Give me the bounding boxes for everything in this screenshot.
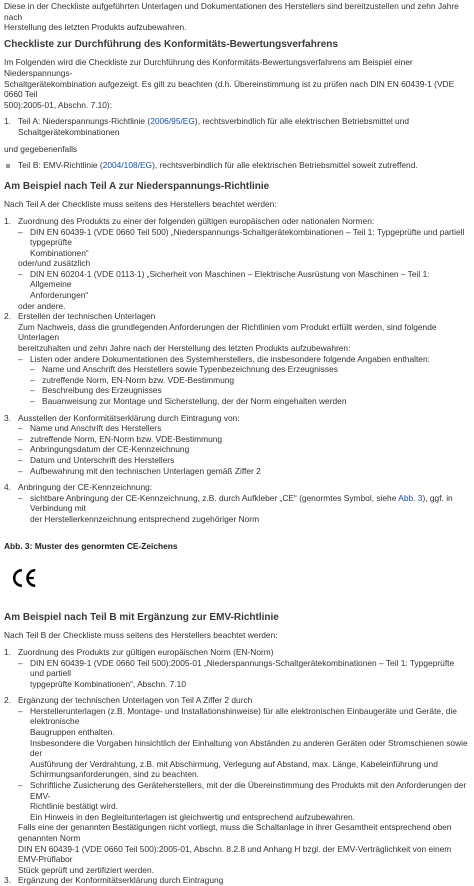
list-item: – zutreffende Norm, EN-Norm bzw. VDE-Bestimmung	[30, 374, 235, 385]
part-b-manufacturer-docs: – Herstellerunterlagen (z.B. Montage- und Installationshinweise) für alle elektronischen Einbaugeräte und Geräte, die elektronische	[18, 705, 457, 727]
part-b-step-1: 1. Zuordnung des Produkts zur gültigen europäischen Norm (EN-Norm)	[4, 646, 274, 657]
checklist-item-1: 1. Teil A: Niederspannungs-Richtlinie (2006/95/EG), rechtsverbindlich für alle elektrischen Betriebsmittel und Schaltgerätekombinationen	[4, 116, 410, 137]
part-a-lead: Nach Teil A der Checkliste muss seitens des Herstellers beachtet werden:	[4, 199, 277, 210]
list-item: – Datum und Unterschrift des Herstellers	[18, 454, 175, 465]
part-a-step-3: 3. Ausstellen der Konformitätserklärung durch Eintragung von:	[4, 412, 240, 423]
heading-part-b: Am Beispiel nach Teil B mit Ergänzung zur EMV-Richtlinie	[4, 611, 279, 623]
part-b-lead: Nach Teil B der Checkliste muss seitens des Herstellers beachtet werden:	[4, 630, 278, 641]
link-2004-108-eg[interactable]: 2004/108/EG	[102, 160, 153, 171]
heading-part-a: Am Beispiel nach Teil A zur Niederspannungs-Richtlinie	[4, 180, 270, 192]
list-item: – zutreffende Norm, EN-Norm bzw. VDE-Bestimmung	[18, 433, 223, 444]
or-others: oder andere.	[18, 300, 66, 311]
or-and-additionally: oder/und zusätzlich	[18, 258, 91, 269]
checklist-intro-3: 500):2005-01, Abschn. 7.10):	[4, 99, 113, 110]
part-a-step-1-norm-2: – DIN EN 60204-1 (VDE 0113-1) „Sicherheit von Maschinen – Elektrische Ausrüstung von Maschinen – Teil 1: Allgemeine	[18, 268, 430, 290]
part-a-step-2: 2. Erstellen der technischen Unterlagen	[4, 311, 156, 322]
checklist-item-2: Teil B: EMV-Richtlinie (2004/108/EG), rechtsverbindlich für alle elektrischen Betriebsmittel soweit zutreffend.	[4, 160, 470, 171]
list-item: – Name und Anschrift des Herstellers sowie Typenbezeichnung des Erzeugnisses	[30, 364, 338, 375]
part-b-step-3: 3. Ergänzung der Konformitätserklärung durch Eintragung	[4, 875, 224, 886]
intro-line-1: Diese in der Checkliste aufgeführten Unterlagen und Dokumentationen des Herstellers sind bereitzustellen und zehn Jahre nach	[4, 1, 459, 22]
checklist-intro-2: Schaltgerätekombination aufgezeigt. Es gilt zu beachten (d.h. Übereinstimmung ist zu prüfen nach DIN EN 60439-1 (VDE 0660 Teil	[4, 78, 455, 100]
ce-mark-icon	[10, 567, 38, 589]
part-b-step-1-norm: – DIN EN 60439-1 (VDE 0660 Teil 500):2005-01 „Niederspannungs-Schaltgerätekombinationen – Teil 1: Typgeprüfte und partiell	[18, 657, 455, 679]
list-item: – Aufbewahrung mit den technischen Unterlagen gemäß Ziffer 2	[18, 465, 261, 476]
heading-checklist: Checkliste zur Durchführung des Konformitäts-Bewertungsverfahrens	[4, 38, 338, 50]
part-b-step-2: 2. Ergänzung der technischen Unterlagen von Teil A Ziffer 2 durch	[4, 695, 253, 706]
square-bullet-icon	[4, 160, 18, 171]
list-item: – Anbringungsdatum der CE-Kennzeichnung	[18, 444, 190, 455]
and-if-applicable: und gegebenenfalls	[4, 143, 78, 154]
list-item: – Name und Anschrift des Herstellers	[18, 423, 162, 434]
link-2006-95-eg[interactable]: 2006/95/EG	[150, 116, 195, 127]
part-a-step-2-lists: – Listen oder andere Dokumentationen des Systemherstellers, die insbesondere folgende Angaben enthalten:	[18, 353, 430, 364]
list-item: – Bauanweisung zur Montage und Sicherstellung, der der Norm eingehalten werden	[30, 396, 347, 406]
part-a-step-4: 4. Anbringung der CE-Kennzeichnung:	[4, 482, 153, 493]
intro-line-2: Herstellung des letzten Produkts aufzubewahren.	[4, 22, 187, 33]
item-number: 1.	[4, 116, 11, 127]
part-a-step-1-norm-1: – DIN EN 60439-1 (VDE 0660 Teil 500) „Niederspannungs-Schaltgerätekombinationen – Teil 1: Typgeprüfte und partiell typgeprüfte	[18, 226, 465, 248]
list-item: – Beschreibung des Erzeugnisses	[30, 385, 162, 396]
link-figure-3[interactable]: Abb. 3	[398, 492, 423, 503]
figure-caption: Abb. 3: Muster des genormten CE-Zeichens	[4, 540, 178, 551]
checklist-intro-1: Im Folgenden wird die Checkliste zur Durchführung des Konformitäts-Bewertungsverfahrens am Beispiel einer Niederspannungs-	[4, 57, 413, 78]
document-page: Diese in der Checkliste aufgeführten Unterlagen und Dokumentationen des Herstellers sind bereitzustellen und zehn Jahre nach Herstellung des letzten Produkts aufzubewahren. Checkliste zur Durchführung des Konformitäts-Bewertungsverfahrens Im Folgenden wird die Checkliste zur Durchführung des Konformitäts-Bewertungsverfahrens am Beispiel einer Niederspannungs- Schaltgerätekombination aufgezeigt. Es gilt zu beachten (d.h. Übereinstimmung ist zu prüfen nach DIN EN 60439-1 (VDE 0660 Teil 500):2005-01, Abschn. 7.10): 1. Teil A: Niederspannungs-Richtlinie (2006/95/EG), rechtsverbindlich für alle elektrischen Betriebsmittel und Schaltgerätekombinationen und gegebenenfalls Teil B: EMV-Richtlinie (2004/108/EG), rechtsverbindlich für alle elektrischen Betriebsmittel soweit zutreffend. Am Beispiel nach Teil A zur Niederspannungs-Richtlinie Nach Teil A der Checkliste muss seitens des Herstellers beachtet werden: 1. Zuordnung des Produkts zu einer der folgenden gültigen europäischen oder nationalen Normen: – DIN EN 60439-1 (VDE 0660 Teil 500) „Niederspannungs-Schaltgerätekombinationen – Teil 1: Typgeprüfte und partiell typgeprüfte Kombinationen“ oder/und zusätzlich – DIN EN 60204-1 (VDE 0113-1) „Sicherheit von Maschinen – Elektrische Ausrüstung von Maschinen – Teil 1: Allgemeine Anforderungen“ oder andere. 2. Erstellen der technischen Unterlagen Zum Nachweis, dass die grundlegenden Anforderungen der Richtlinien vom Produkt erfüllt werden, sind folgende Unterlagen bereitzuhalten und zehn Jahre nach der Herstellung des letzten Produkts aufzubewahren: – Listen oder andere Dokumentationen des Systemherstellers, die insbesondere folgende Angaben enthalten: – Name und Anschrift des Herstellers sowie Typenbezeichnung des Erzeugnisses – zutreffende Norm, EN-Norm bzw. VDE-Bestimmung – Beschreibung des Erzeugnisses – Bauanweisung zur Montage und Sicherstellung, der der Norm eingehalten werden 3. Ausstellen der Konformitätserklärung durch Eintragung von: – Name und Anschrift des Herstellers – zutreffende Norm, EN-Norm bzw. VDE-Bestimmung – Anbringungsdatum der CE-Kennzeichnung – Datum und Unterschrift des Herstellers – Aufbewahrung mit den technischen Unterlagen gemäß Ziffer 2 4. Anbringung der CE-Kennzeichnung: – sichtbare Anbringung der CE-Kennzeichnung, z.B. durch Aufkleber „CE“ (genormtes Symbol, siehe Abb. 3), ggf. in Verbindung mit der Herstellerkennzeichnung entsprechend zugehöriger Norm Abb. 3: Muster des genormten CE-Zeichens Am Beispiel nach Teil B mit Ergänzung zur EMV-Richtlinie Nach Teil B der Checkliste muss seitens des Herstellers beachtet werden: 1. Zuordnung des Produkts zur gültigen europäischen Norm (EN-Norm) – DIN EN 60439-1 (VDE 0660 Teil 500):2005-01 „Niederspannungs-Schaltgerätekombinationen – Teil 1: Typgeprüfte und partiell typgeprüfte Kombinationen“, Abschn. 7.10 2. Ergänzung der technischen Unterlagen von Teil A Ziffer 2 durch – Herstellerunterlagen (z.B. Montage- und Installationshinweise) für alle elektronischen Einbaugeräte und Geräte, die elektronische Baugruppen enthalten. Insbesondere die Vorgaben hinsichtlich der Einhaltung von Abständen zu anderen Geräten oder Stromschienen sowie der Ausführung der Verdrahtung, z.B. mit Abschirmung, Verlegung auf Abstand, max. Länge, Kabeleinführung und Schirmungsanforderungen, sind zu beachten. – Schriftliche Zusicherung des Geräteherstellers, mit der die Übereinstimmung des Produkts mit den Anforderungen der EMV- Richtlinie bestätigt wird. Ein Hinweis in den Begleitunterlagen ist gleichwertig und entsprechend aufzubewahren. Falls eine der genannten Bestätigungen nicht vorliegt, muss die Schaltanlage in ihrer Gesamtheit entsprechend oben genannten Norm DIN EN 60439-1 (VDE 0660 Teil 500):2005-01, Abschn. 8.2.8 und Anhang H bzgl. der EMV-Verträglichkeit von einem EMV-Prüflabor Stück geprüft und zertifiziert werden. 3. Ergänzung der Konformitätserklärung durch Eintragung	[0, 0, 474, 695]
part-a-step-4-marking: – sichtbare Anbringung der CE-Kennzeichnung, z.B. durch Aufkleber „CE“ (genormtes Symbol, siehe Abb. 3), ggf. in Verbindung mit	[18, 492, 453, 514]
part-b-written-assurance: – Schriftliche Zusicherung des Geräteherstellers, mit der die Übereinstimmung des Produkts mit den Anforderungen der EMV-	[18, 780, 467, 801]
part-a-step-1: 1. Zuordnung des Produkts zu einer der folgenden gültigen europäischen oder nationalen Normen:	[4, 215, 375, 226]
